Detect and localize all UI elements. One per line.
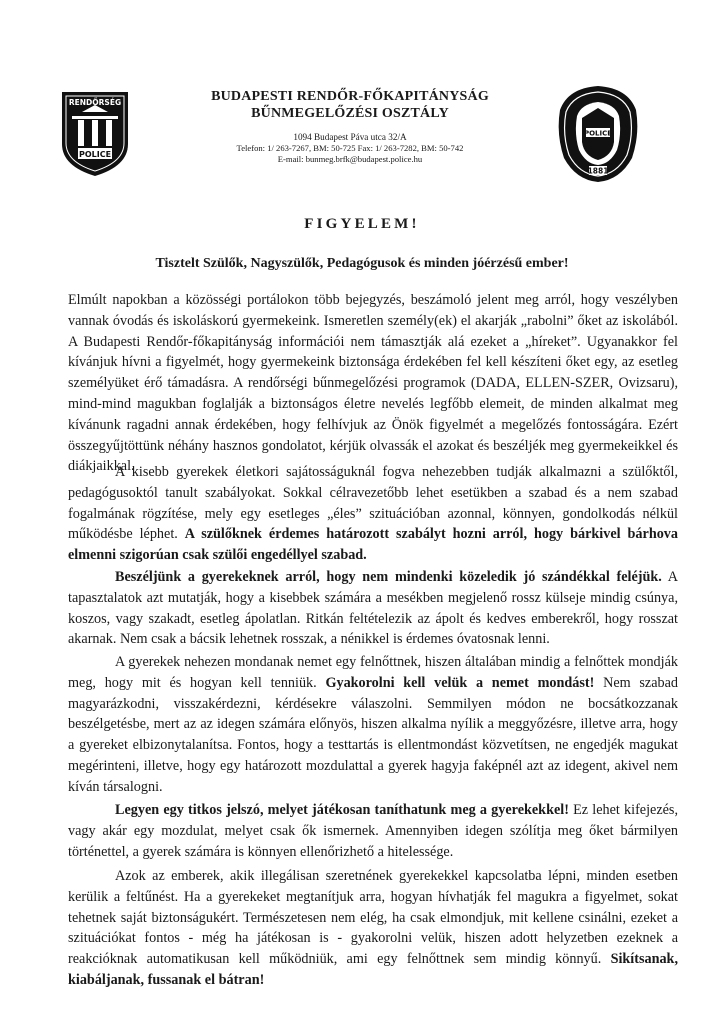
org-email: E-mail: bunmeg.brfk@budapest.police.hu (277, 153, 423, 164)
salutation: Tisztelt Szülők, Nagyszülők, Pedagógusok és minden jóérzésű ember! (155, 256, 569, 271)
org-name-line2: BŰNMEGELŐZÉSI OSZTÁLY (251, 106, 449, 121)
police-shield-logo-icon (58, 86, 132, 178)
org-name-line1: BUDAPESTI RENDŐR-FŐKAPITÁNYSÁG (211, 89, 489, 104)
paragraph-2-bold: A szülőknek érdemes határozott szabályt hozni arról, hogy bárkivel bárhova elmenni szigorúan csak szülői engedéllyel szabad. (68, 526, 678, 564)
paragraph-4-text-a: A gyerekek nehezen mondanak nemet egy felnőttnek, hiszen általában mindig a felnőttek mondják meg, hogy mit és hogyan kell tenniük. (68, 654, 678, 691)
paragraph-2-text: A kisebb gyerekek életkori sajátosságuknál fogva nehezebben tudják alkalmazni a szülőktől, pedagógusoktól tanult szabályokat. Sokkal célravezetőbb lehet esetükben a szabad és a nem szabad fogalmának rögzítése, mely egy esetleges „éles” szituációban azonnal, könnyen, gondolkodás nélkül működésbe léphet. (68, 464, 678, 543)
paragraph-3-text: A tapasztalatok azt mutatják, hogy a kisebbek számára a mesékben megjelenő rossz külseje mindig csúnya, koszos, vagy szakadt, esetleg ápolatlan. Ritkán feltételezik az ápolt és kedves emberekről, hogy rosszat akarnak. Nem csak a bácsik lehetnek rosszak, a nénikkel is érdemes óvatosnak lenni. (68, 569, 678, 648)
paragraph-5-bold: Legyen egy titkos jelszó, melyet játékosan taníthatunk meg a gyerekekkel! (115, 802, 569, 818)
paragraph-6-text: Azok az emberek, akik illegálisan szeretnének gyerekekkel kapcsolatba lépni, minden esetben kerülik a feltűnést. Ha a gyerekeket megtanítjuk arra, hogyan hívhatják fel magukra a figyelmet, sokat tehetnek saját biztonságukért. Természetesen nem elég, ha csak elmondjuk, mit kellene csinálni, ezeket a szituációkat fontos - még ha játékosan is - gyakorolni velük, hiszen adott helyzetben ezeknek a reakcióknak automatikusan kell működniük, ami egy felnőttnek sem mindig könnyű. (68, 868, 678, 968)
right-logo-center-text: POLICE (583, 129, 613, 138)
paragraph-1: Elmúlt napokban a közösségi portálokon több bejegyzés, beszámoló jelent meg arról, hogy veszélyben vannak óvodás és iskoláskorú gyermekeink. Ismeretlen személy(ek) el akarják „rabolni” őket az iskolából. A Budapesti Rendőr-főkapitányság információi nem támasztják alá ezeket a „híreket”. Ugyanakkor fel kívánjuk hívni a figyelmét, hogy gyermekeink biztonsága érdekében fel kell készíteni őket egy, az esetleg személyüket érő támadásra. A rendőrségi bűnmegelőzési programok (DADA, ELLEN-SZER, Ovizsaru), mind-mind magukban foglalják a biztonságos életre nevelés legfőbb elemeit, de minden alkalmat meg kívánunk ragadni annak érdekében, hogy felhívjuk az Önök figyelmét a megelőzés fontosságára. Ezért összegyűjtöttünk néhány hasznos gondolatot, kérjük olvassák el azokat és beszéljék meg gyermekeikkel és diákjaikkal. (68, 292, 678, 475)
left-logo-top-text: RENDŐRSÉG (68, 98, 122, 107)
document-title: FIGYELEM! (304, 216, 420, 232)
paragraph-2 (68, 462, 678, 566)
paragraph-4-bold: Gyakorolni kell velük a nemet mondást! (325, 674, 595, 691)
paragraph-3-bold: Beszéljünk a gyerekeknek arról, hogy nem mindenki közeledik jó szándékkal feléjük. (115, 569, 662, 585)
paragraph-5 (68, 800, 678, 862)
paragraph-6-bold: Sikítsanak, kiabáljanak, fussanak el bátran! (68, 951, 678, 988)
paragraph-4 (68, 652, 678, 798)
left-logo-bottom-text: POLICE (78, 150, 112, 159)
paragraph-4-text-b: Nem szabad magyarázkodni, visszakérdezni, kérdésekre válaszolni. Semmilyen módon ne bocsátkozzanak beszélgetésbe, mert az az idegen számára előnyös, hiszen alkalma nyílik a meggyőzésre, illetve arra, hogy a gyereket elbizonytalanítsa. Fontos, hogy a testtartás is ellentmondást közvetítsen, ne engedjék magukat megérinteni, illetve, hogy egy határozott mozdulattal a gyerek hagyja faképnél azt az idegent, akivel nem kíván társalogni. (68, 674, 678, 795)
paragraph-3 (68, 567, 678, 650)
org-phone: Telefon: 1/ 263-7267, BM: 50-725 Fax: 1/ 263-7282, BM: 50-742 (236, 143, 464, 153)
organization-header (150, 88, 550, 164)
org-address: 1094 Budapest Páva utca 32/A (293, 132, 407, 142)
paragraph-5-text: Ez lehet kifejezés, vagy akár egy mozdulat, melyet csak ők ismernek. Amennyiben idegen szólítja meg őket bármilyen történettel, a gyerek számára is könnyen ellenőrizhető a hitelessége. (68, 802, 678, 860)
right-logo-year: 1881 (587, 166, 609, 176)
police-badge-logo-icon (556, 84, 640, 184)
paragraph-6 (68, 866, 678, 991)
